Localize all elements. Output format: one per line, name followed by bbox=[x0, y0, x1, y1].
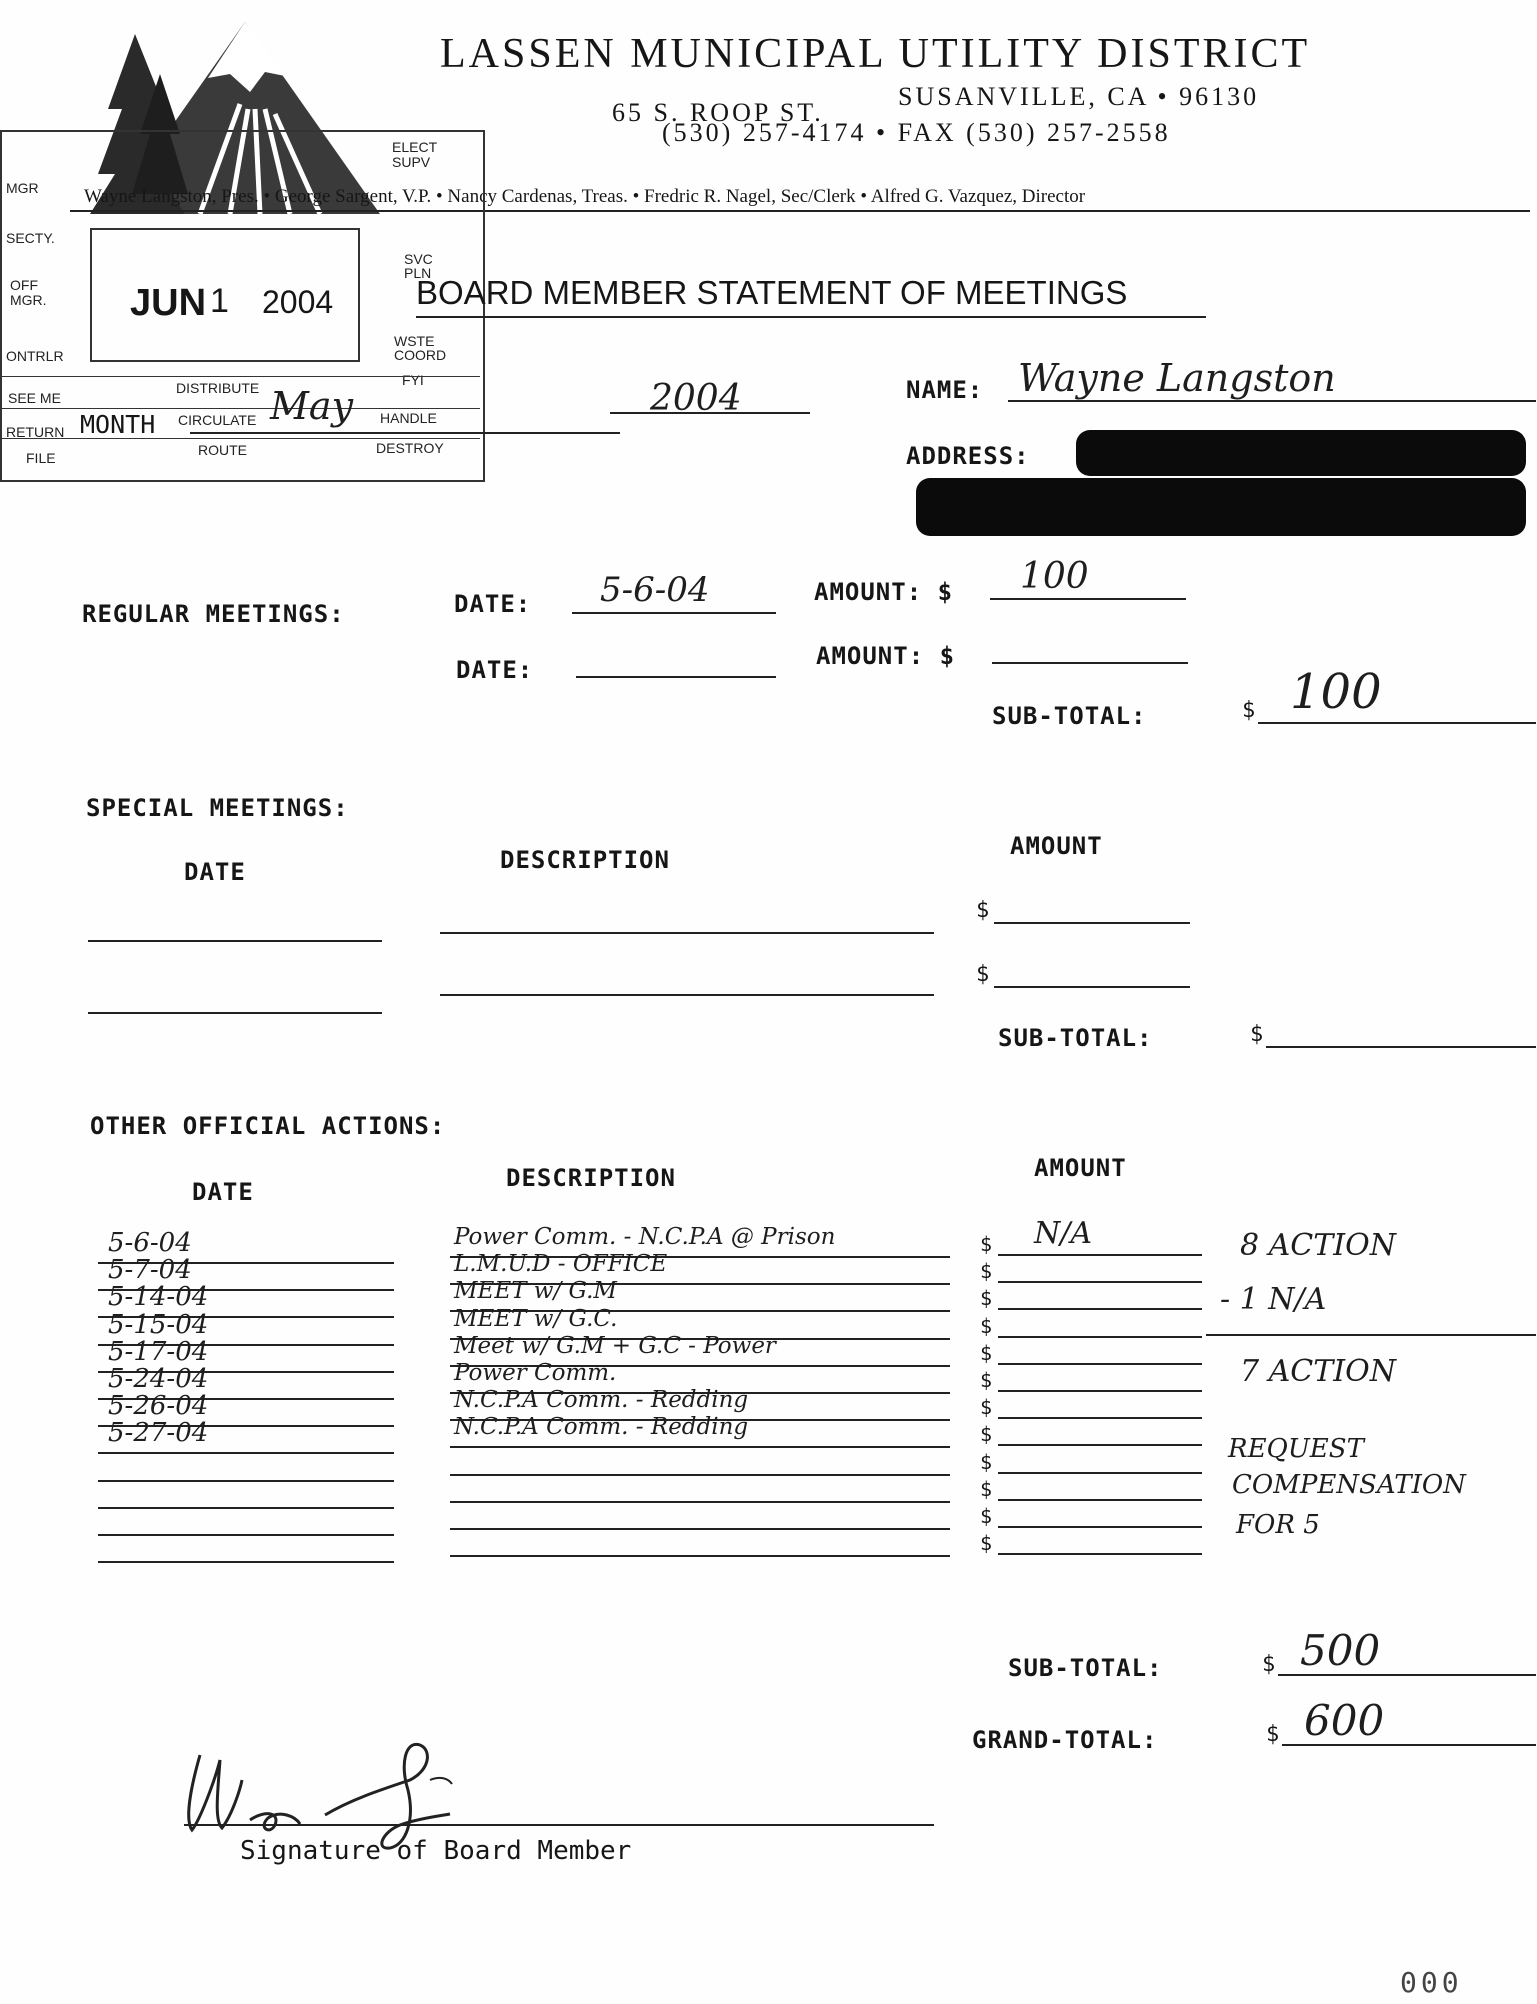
regular-date-line-2 bbox=[576, 676, 776, 678]
other-amount-dollar: $ bbox=[980, 1477, 993, 1501]
special-amount-line bbox=[994, 922, 1190, 924]
other-amount-dollar: $ bbox=[980, 1259, 993, 1283]
stamp-cell-distribute: DISTRIBUTE bbox=[176, 380, 260, 396]
year-line bbox=[610, 412, 810, 414]
name-value: Wayne Langston bbox=[1018, 356, 1336, 400]
other-col-description: DESCRIPTION bbox=[506, 1164, 676, 1192]
special-col-description: DESCRIPTION bbox=[500, 846, 670, 874]
special-subtotal-dollar: $ bbox=[1250, 1022, 1264, 1047]
regular-amount-label: AMOUNT: $ bbox=[814, 578, 954, 606]
other-row-description: N.C.P.A Comm. - Redding bbox=[454, 1387, 749, 1413]
regular-date-label-2: DATE: bbox=[456, 656, 534, 684]
special-date-line bbox=[88, 940, 382, 942]
other-amount-dollar: $ bbox=[980, 1314, 993, 1338]
other-row-description: Power Comm. bbox=[454, 1360, 617, 1386]
stamp-cell-wste-coord: WSTE COORD bbox=[394, 333, 447, 363]
regular-amount-1: 100 bbox=[1020, 556, 1089, 597]
stamp-date-year: 2004 bbox=[262, 284, 334, 320]
other-date-line bbox=[98, 1507, 394, 1509]
stamp-divider bbox=[0, 376, 480, 377]
stamp-cell-svc-pln: SVC PLN bbox=[404, 251, 433, 281]
other-amount-dollar: $ bbox=[980, 1531, 993, 1555]
page-number: 000 bbox=[1400, 1966, 1463, 1999]
other-amount-dollar: $ bbox=[980, 1395, 993, 1419]
other-amount-line bbox=[998, 1444, 1202, 1446]
note-request: REQUEST bbox=[1228, 1434, 1364, 1464]
regular-amount-line-1 bbox=[990, 598, 1186, 600]
regular-amount-line-2 bbox=[992, 662, 1188, 664]
form-title: BOARD MEMBER STATEMENT OF MEETINGS bbox=[416, 274, 1128, 311]
other-amount-line bbox=[998, 1254, 1202, 1256]
signature-caption: Signature of Board Member bbox=[240, 1836, 632, 1866]
grand-total-value: 600 bbox=[1304, 1696, 1385, 1745]
other-row-description: L.M.U.D - OFFICE bbox=[454, 1251, 668, 1277]
stamp-cell-elect-supv: ELECT SUPV bbox=[392, 139, 437, 170]
other-amount-dollar: $ bbox=[980, 1286, 993, 1310]
stamp-date-month: JUN bbox=[130, 282, 207, 324]
other-amount-line bbox=[998, 1308, 1202, 1310]
other-row-date: 5-14-04 bbox=[108, 1282, 209, 1312]
special-meetings-label: SPECIAL MEETINGS: bbox=[86, 794, 349, 822]
grand-total-dollar: $ bbox=[1266, 1722, 1280, 1747]
stamp-cell-file: FILE bbox=[26, 450, 56, 466]
special-amount-line bbox=[994, 986, 1190, 988]
special-amount-dollar: $ bbox=[976, 898, 990, 923]
other-date-line bbox=[98, 1480, 394, 1482]
stamp-cell-secty: SECTY. bbox=[6, 230, 55, 246]
other-amount-line bbox=[998, 1553, 1202, 1555]
other-row-description: Power Comm. - N.C.P.A @ Prison bbox=[454, 1224, 836, 1250]
other-subtotal-label: SUB-TOTAL: bbox=[1008, 1654, 1163, 1682]
stamp-divider bbox=[0, 408, 480, 409]
regular-date-line-1 bbox=[572, 612, 776, 614]
stamp-cell-off-mgr: OFF MGR. bbox=[10, 277, 47, 308]
other-amount-line bbox=[998, 1417, 1202, 1419]
regular-subtotal-line bbox=[1258, 722, 1536, 724]
other-desc-line bbox=[450, 1501, 950, 1503]
other-col-amount: AMOUNT bbox=[1034, 1154, 1127, 1182]
org-name: LASSEN MUNICIPAL UTILITY DISTRICT bbox=[440, 31, 1311, 77]
stamp-cell-mgr: MGR bbox=[6, 180, 39, 196]
other-subtotal-dollar: $ bbox=[1262, 1652, 1276, 1677]
form-title-underline bbox=[416, 316, 1206, 318]
stamp-cell-see-me: SEE ME bbox=[8, 390, 61, 406]
note-action-count: 8 ACTION bbox=[1240, 1228, 1396, 1263]
org-phone-fax: (530) 257-4174 • FAX (530) 257-2558 bbox=[662, 118, 1171, 147]
special-desc-line bbox=[440, 932, 934, 934]
stamp-cell-route: ROUTE bbox=[198, 442, 247, 458]
grand-total-label: GRAND-TOTAL: bbox=[972, 1726, 1158, 1754]
other-amount-dollar: $ bbox=[980, 1450, 993, 1474]
other-subtotal-line bbox=[1278, 1674, 1536, 1676]
other-amount-line bbox=[998, 1526, 1202, 1528]
address-label: ADDRESS: bbox=[906, 442, 1030, 470]
regular-date-1: 5-6-04 bbox=[600, 570, 710, 610]
other-date-line bbox=[98, 1452, 394, 1454]
regular-meetings-label: REGULAR MEETINGS: bbox=[82, 600, 345, 628]
stamp-cell-circulate: CIRCULATE bbox=[178, 412, 257, 428]
note-na-count: - 1 N/A bbox=[1220, 1282, 1327, 1317]
other-desc-line bbox=[450, 1474, 950, 1476]
special-date-line bbox=[88, 1012, 382, 1014]
other-amount-dollar: $ bbox=[980, 1341, 993, 1365]
note-rule bbox=[1206, 1334, 1536, 1336]
other-row-date: 5-26-04 bbox=[108, 1391, 209, 1421]
name-label: NAME: bbox=[906, 376, 984, 404]
stamp-cell-destroy: DESTROY bbox=[376, 440, 444, 456]
other-amount-line bbox=[998, 1499, 1202, 1501]
stamp-date-mark: 1 bbox=[210, 282, 229, 320]
other-amount-line bbox=[998, 1390, 1202, 1392]
other-row-date: 5-24-04 bbox=[108, 1364, 209, 1394]
special-col-date: DATE bbox=[184, 858, 246, 886]
other-col-date: DATE bbox=[192, 1178, 254, 1206]
address-redaction bbox=[1076, 430, 1526, 476]
month-line bbox=[190, 432, 620, 434]
other-row-date: 5-6-04 bbox=[108, 1228, 192, 1258]
other-amount-line bbox=[998, 1336, 1202, 1338]
grand-total-line bbox=[1282, 1744, 1536, 1746]
address-redaction bbox=[916, 478, 1526, 536]
org-city: SUSANVILLE, CA • 96130 bbox=[898, 82, 1260, 111]
stamp-cell-handle: HANDLE bbox=[380, 410, 437, 426]
note-net-actions: 7 ACTION bbox=[1240, 1354, 1396, 1389]
other-amount-line bbox=[998, 1472, 1202, 1474]
special-subtotal-line bbox=[1266, 1046, 1536, 1048]
special-subtotal-label: SUB-TOTAL: bbox=[998, 1024, 1153, 1052]
month-value: May bbox=[270, 384, 354, 428]
note-compensation: COMPENSATION bbox=[1232, 1470, 1466, 1500]
other-amount-dollar: $ bbox=[980, 1232, 993, 1256]
regular-amount-label-2: AMOUNT: $ bbox=[816, 642, 956, 670]
special-desc-line bbox=[440, 994, 934, 996]
other-desc-line bbox=[450, 1446, 950, 1448]
regular-subtotal-value: 100 bbox=[1290, 664, 1382, 720]
other-row-description: MEET w/ G.M bbox=[454, 1278, 617, 1304]
month-label: MONTH bbox=[80, 410, 156, 439]
other-row-date: 5-7-04 bbox=[108, 1255, 192, 1285]
board-members-line: Wayne Langston, Pres. • George Sargent, V.P. • Nancy Cardenas, Treas. • Fredric R. Nagel, Sec/Clerk • Alfred G. Vazquez, Director bbox=[84, 186, 1086, 207]
other-desc-line bbox=[450, 1555, 950, 1557]
other-row-date: 5-15-04 bbox=[108, 1310, 209, 1340]
year-value: 2004 bbox=[650, 378, 742, 419]
stamp-cell-return: RETURN bbox=[6, 424, 65, 440]
other-amount-dollar: $ bbox=[980, 1504, 993, 1528]
stamp-divider bbox=[0, 438, 480, 439]
other-row-date: 5-17-04 bbox=[108, 1337, 209, 1367]
other-row-description: MEET w/ G.C. bbox=[454, 1306, 618, 1332]
other-actions-label: OTHER OFFICIAL ACTIONS: bbox=[90, 1112, 446, 1140]
regular-subtotal-label: SUB-TOTAL: bbox=[992, 702, 1147, 730]
regular-date-label: DATE: bbox=[454, 590, 532, 618]
signature-line bbox=[184, 1824, 934, 1826]
org-street: 65 S. ROOP ST. bbox=[612, 98, 824, 127]
other-row-amount: N/A bbox=[1034, 1216, 1093, 1251]
stamp-cell-ontrlr: ONTRLR bbox=[6, 348, 64, 364]
other-subtotal-value: 500 bbox=[1300, 1626, 1381, 1675]
other-amount-line bbox=[998, 1363, 1202, 1365]
other-amount-dollar: $ bbox=[980, 1368, 993, 1392]
regular-subtotal-dollar: $ bbox=[1242, 698, 1256, 723]
name-line bbox=[1008, 400, 1536, 402]
other-date-line bbox=[98, 1534, 394, 1536]
other-amount-dollar: $ bbox=[980, 1422, 993, 1446]
other-row-description: N.C.P.A Comm. - Redding bbox=[454, 1414, 749, 1440]
other-date-line bbox=[98, 1561, 394, 1563]
special-col-amount: AMOUNT bbox=[1010, 832, 1103, 860]
stamp-cell-fyi: FYI bbox=[402, 372, 424, 388]
other-row-date: 5-27-04 bbox=[108, 1418, 209, 1448]
special-amount-dollar: $ bbox=[976, 962, 990, 987]
note-for-five: FOR 5 bbox=[1236, 1510, 1320, 1540]
other-desc-line bbox=[450, 1528, 950, 1530]
other-amount-line bbox=[998, 1281, 1202, 1283]
other-row-description: Meet w/ G.M + G.C - Power bbox=[454, 1333, 776, 1359]
